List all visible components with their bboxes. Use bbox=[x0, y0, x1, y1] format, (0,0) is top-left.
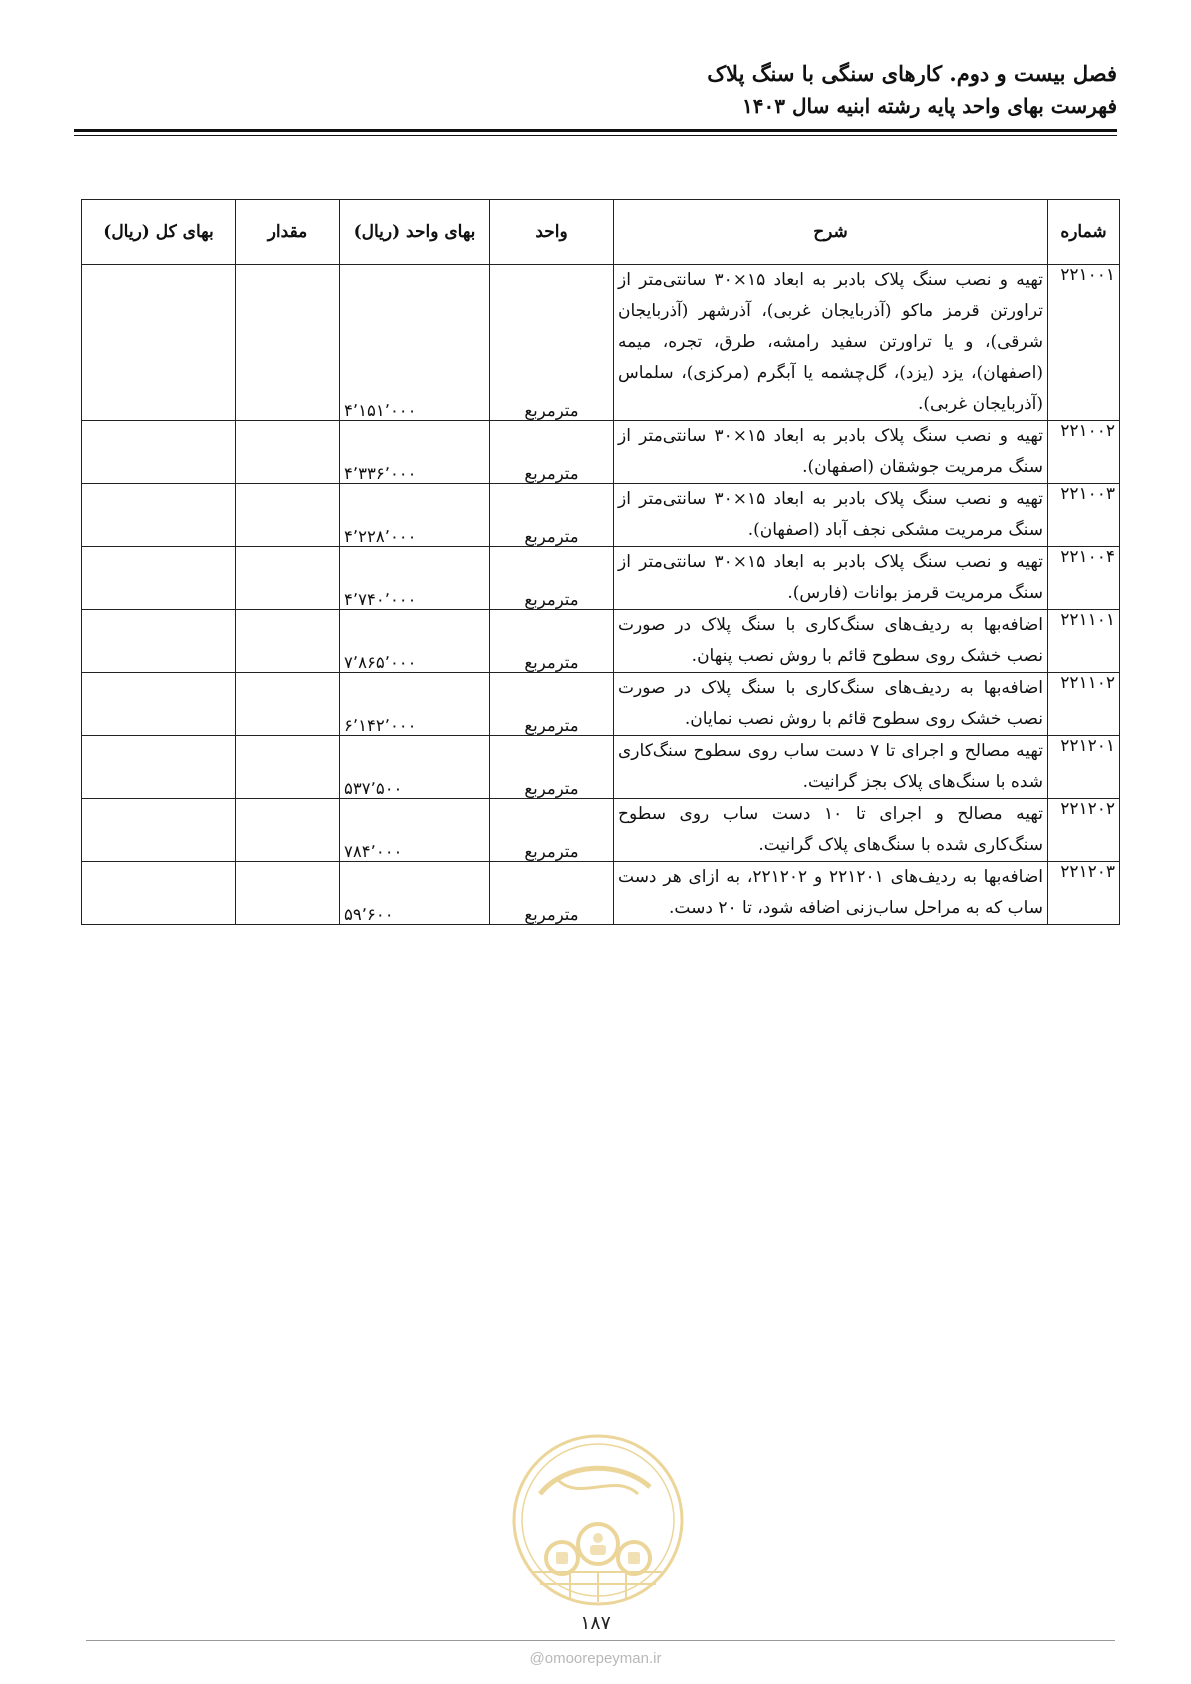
row-total-price bbox=[82, 484, 236, 547]
row-code: ۲۲۱۰۰۳ bbox=[1048, 484, 1120, 547]
row-unit: مترمربع bbox=[490, 547, 614, 610]
row-unit-price: ۶٬۱۴۲٬۰۰۰ bbox=[340, 673, 490, 736]
table-row bbox=[82, 547, 1120, 610]
row-code: ۲۲۱۲۰۱ bbox=[1048, 736, 1120, 799]
row-code: ۲۲۱۲۰۳ bbox=[1048, 862, 1120, 925]
header-description: شرح bbox=[614, 200, 1048, 265]
omoor-peyman-seal-icon bbox=[510, 1432, 686, 1608]
row-unit-price: ۵۳۷٬۵۰۰ bbox=[340, 736, 490, 799]
row-quantity bbox=[236, 673, 340, 736]
table-row bbox=[82, 610, 1120, 673]
row-quantity bbox=[236, 265, 340, 421]
table-row bbox=[82, 421, 1120, 484]
header-rule-thick bbox=[74, 129, 1117, 132]
row-unit: مترمربع bbox=[490, 799, 614, 862]
row-unit-price: ۴٬۷۴۰٬۰۰۰ bbox=[340, 547, 490, 610]
row-total-price bbox=[82, 421, 236, 484]
row-unit: مترمربع bbox=[490, 736, 614, 799]
header-quantity: مقدار bbox=[236, 200, 340, 265]
row-quantity bbox=[236, 799, 340, 862]
row-description: اضافه‌بها به ردیف‌های سنگ‌کاری با سنگ پلاک در صورت نصب خشک روی سطوح قائم با روش نصب نمایان. bbox=[614, 673, 1048, 736]
row-total-price bbox=[82, 547, 236, 610]
footer-rule bbox=[86, 1640, 1115, 1641]
table-row bbox=[82, 799, 1120, 862]
table-row bbox=[82, 673, 1120, 736]
header-unit: واحد bbox=[490, 200, 614, 265]
row-unit-price: ۴٬۲۲۸٬۰۰۰ bbox=[340, 484, 490, 547]
row-quantity bbox=[236, 862, 340, 925]
row-quantity bbox=[236, 484, 340, 547]
table-header-row bbox=[82, 200, 1120, 265]
row-description: تهیه و نصب سنگ پلاک بادبر به ابعاد ۱۵×۳۰ سانتی‌متر از سنگ مرمریت قرمز بوانات (فارس). bbox=[614, 547, 1048, 610]
header-total-price: بهای کل (ریال) bbox=[82, 200, 236, 265]
row-code: ۲۲۱۱۰۲ bbox=[1048, 673, 1120, 736]
row-description: تهیه و نصب سنگ پلاک بادبر به ابعاد ۱۵×۳۰ سانتی‌متر از سنگ مرمریت مشکی نجف آباد (اصفهان). bbox=[614, 484, 1048, 547]
row-total-price bbox=[82, 862, 236, 925]
row-unit-price: ۵۹٬۶۰۰ bbox=[340, 862, 490, 925]
row-unit: مترمربع bbox=[490, 421, 614, 484]
row-unit: مترمربع bbox=[490, 862, 614, 925]
table-row bbox=[82, 484, 1120, 547]
chapter-title: فصل بیست و دوم. کارهای سنگی با سنگ پلاک bbox=[707, 61, 1117, 86]
row-description: اضافه‌بها به ردیف‌های ۲۲۱۲۰۱ و ۲۲۱۲۰۲، به ازای هر دست ساب که به مراحل ساب‌زنی اضافه شود، تا ۲۰ دست. bbox=[614, 862, 1048, 925]
row-description: تهیه و نصب سنگ پلاک بادبر به ابعاد ۱۵×۳۰ سانتی‌متر از سنگ مرمریت جوشقان (اصفهان). bbox=[614, 421, 1048, 484]
row-code: ۲۲۱۰۰۲ bbox=[1048, 421, 1120, 484]
row-total-price bbox=[82, 799, 236, 862]
row-description: تهیه مصالح و اجرای تا ۷ دست ساب روی سطوح سنگ‌کاری شده با سنگ‌های پلاک بجز گرانیت. bbox=[614, 736, 1048, 799]
row-unit: مترمربع bbox=[490, 610, 614, 673]
row-description: تهیه و نصب سنگ پلاک بادبر به ابعاد ۱۵×۳۰ سانتی‌متر از تراورتن قرمز ماکو (آذربایجان غربی)، آذرشهر (آذربایجان شرقی)، و یا تراورتن سفید رامشه، طرق، تجره، میمه (اصفهان)، یزد (یزد)، گل‌چشمه یا آبگرم (مرکزی)، سلماس (آذربایجان غربی). bbox=[614, 265, 1048, 421]
header-code: شماره bbox=[1048, 200, 1120, 265]
row-unit: مترمربع bbox=[490, 265, 614, 421]
row-code: ۲۲۱۲۰۲ bbox=[1048, 799, 1120, 862]
row-quantity bbox=[236, 736, 340, 799]
page-number: ۱۸۷ bbox=[580, 1612, 611, 1634]
page-header bbox=[74, 58, 1117, 122]
table-row bbox=[82, 265, 1120, 421]
table-row bbox=[82, 862, 1120, 925]
row-quantity bbox=[236, 421, 340, 484]
row-description: تهیه مصالح و اجرای تا ۱۰ دست ساب روی سطوح سنگ‌کاری شده با سنگ‌های پلاک گرانیت. bbox=[614, 799, 1048, 862]
row-unit: مترمربع bbox=[490, 673, 614, 736]
row-code: ۲۲۱۱۰۱ bbox=[1048, 610, 1120, 673]
header-unit-price: بهای واحد (ریال) bbox=[340, 200, 490, 265]
row-description: اضافه‌بها به ردیف‌های سنگ‌کاری با سنگ پلاک در صورت نصب خشک روی سطوح قائم با روش نصب پنهان. bbox=[614, 610, 1048, 673]
row-total-price bbox=[82, 673, 236, 736]
row-unit-price: ۴٬۳۳۶٬۰۰۰ bbox=[340, 421, 490, 484]
row-quantity bbox=[236, 547, 340, 610]
row-unit-price: ۷٬۸۶۵٬۰۰۰ bbox=[340, 610, 490, 673]
row-code: ۲۲۱۰۰۱ bbox=[1048, 265, 1120, 421]
row-unit-price: ۷۸۴٬۰۰۰ bbox=[340, 799, 490, 862]
row-code: ۲۲۱۰۰۴ bbox=[1048, 547, 1120, 610]
row-total-price bbox=[82, 736, 236, 799]
row-unit: مترمربع bbox=[490, 484, 614, 547]
row-quantity bbox=[236, 610, 340, 673]
table-row bbox=[82, 736, 1120, 799]
row-unit-price: ۴٬۱۵۱٬۰۰۰ bbox=[340, 265, 490, 421]
header-rule-thin bbox=[74, 135, 1117, 136]
price-table bbox=[81, 199, 1120, 925]
row-total-price bbox=[82, 610, 236, 673]
site-watermark: @omoorepeyman.ir bbox=[529, 1650, 662, 1667]
row-total-price bbox=[82, 265, 236, 421]
list-title: فهرست بهای واحد پایه رشته ابنیه سال ۱۴۰۳ bbox=[742, 94, 1117, 118]
